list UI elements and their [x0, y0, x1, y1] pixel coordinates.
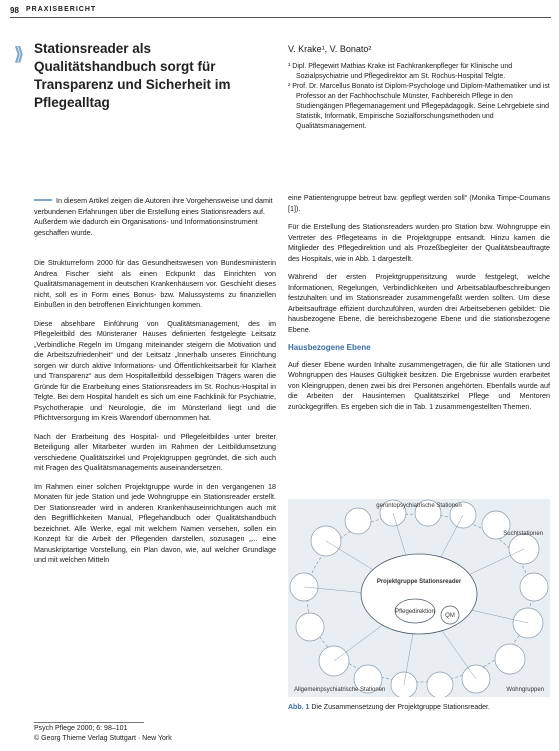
author-notes: [288, 62, 550, 132]
caption-label: Abb. 1: [288, 704, 310, 711]
station-circle: [296, 613, 324, 641]
paragraph: Während der ersten Projektgruppensitzung wurde festgelegt, welche Informationen, Regelungen, Verbindlichkeiten und Arbeitsablaufbeschreibungen festzuhalten und im Stationsreader zusammengefaßt werden sollten. Um diese Arbeitsaufträge effizient durchzuführen, wurden drei Arbeitsebenen gebildet: Die hausbezogene Ebene, die bereichsbezogene Ebene und die stationsbezogene Ebene.: [288, 272, 550, 334]
paragraph: eine Patientengruppe betreut bzw. gepflegt werden soll“ (Monika Timpe-Coumans [1]).: [288, 193, 550, 213]
figure-caption: [288, 703, 550, 712]
paragraph: Nach der Erarbeitung des Hospital- und Pflegeleitbildes unter breiter Beteiligung aller Mitarbeiter wurden im Rahmen der Leitbildumsetzung verschiedene Qualitätszirkel und Projektgruppen gegründet, die sich auch mit Fragen des Qualitätsmanagements auseinandersetzen.: [34, 431, 276, 472]
footer-rule: [34, 722, 144, 723]
header-rule: [10, 17, 551, 18]
left-column: [34, 258, 276, 574]
station-circle: [345, 508, 371, 534]
paragraph: Im Rahmen einer solchen Projektgruppe wurde in den vergangenen 18 Monaten für jede Station und jede Wohngruppe ein Stationsreader erstellt. Der Stationsreader wird in anderen Krankenhauseinrichtungen auch mit den Begrifflichkeiten Manual, Pflegehandbuch oder Qualitätshandbuch bezeichnet. Alle Werke, egal mit welchem Namen versehen, sollen ein Konzept für die Arbeit der Pflegenden darstellen, sozusagen „... eine Manuskriptartige Vorstellung, ein Plan davon, wie, auf welcher Grundlage und mit welchen Mitteln: [34, 481, 276, 564]
publisher: © Georg Thieme Verlag Stuttgart · New York: [34, 734, 172, 742]
right-column: [288, 193, 550, 420]
title-marker-icon: ⟫: [14, 44, 25, 64]
citation: Psych Pflege 2000; 6: 98–101: [34, 725, 128, 732]
figure-diagram: [288, 499, 550, 697]
section-label: PRAXISBERICHT: [26, 6, 97, 13]
author-note: ¹ Dipl. Pflegewirt Mathias Krake ist Fachkrankenpfleger für Klinische und Sozialpsychiatrie und Pflegedirektor am St. Rochus-Hospital Telgte.: [288, 63, 513, 80]
label-sucht: Suchtstationen: [503, 531, 543, 537]
authors: V. Krake¹, V. Bonato²: [288, 44, 372, 54]
label-wohngruppen: Wohngruppen: [506, 687, 544, 693]
footer: [34, 724, 172, 743]
label-qm: QM: [445, 613, 455, 619]
abstract: [34, 196, 274, 238]
diagram-svg: [288, 499, 550, 697]
station-circle: [495, 644, 525, 674]
subheading: Hausbezogene Ebene: [288, 343, 371, 352]
paragraph: Die Strukturreform 2000 für das Gesundheitswesen von Bundesministerin Andrea Fischer sieht als einen Eckpunkt das Einrichten von Qualitätsmanagement in deutschen Krankenhäusern vor. Geschieht dieses nicht, soll es in Form eines Bonus- bzw. Malussystems zu finanziellen Einbußen in den betroffenen Einrichtungen kommen.: [34, 258, 276, 309]
label-allgemein: Allgemeinpsychiatrische Stationen: [294, 687, 386, 693]
article-title: Stationsreader als Qualitätshandbuch sorgt für Transparenz und Sicherheit im Pflegealltag: [34, 41, 231, 110]
paragraph: Diese absehbare Einführung von Qualitätsmanagement, des im Pflegeleitbild des Münsteraner Hauses definierten festgelegte Leitsatz „Verbindliche Regeln im Umgang miteinander steigern die Motivation und die Arbeitszufriedenheit“ und der Leitsatz „Innerhalb unseres Einrichtung sorgen wir durch aktive Informations- und Öffentlichkeitsarbeit für Klarheit und Transparenz“ aus dem Hospitalleitbild desselbigen Trägers waren die Gründe für die Erarbeitung eines Stationsreaders im St. Rochus-Hospital in Telgte. Bei dem Hospital handelt es sich um eine Fachklinik für Psychiatrie, Psychotherapie und Neurologie, die im Münsterland liegt und die Pflichtversorgung im Kreis Warendorf übernommen hat.: [34, 318, 276, 422]
paragraph: Für die Erstellung des Stationsreaders wurden pro Station bzw. Wohngruppe ein Vertreter des Pflegeteams in die Projektgruppe entsandt. Hinzu kamen die Mitglieder des Pflegedirektion und als Prozeßbegleiter der Qualitätsbeauftragte des Hospitals, wie in Abb. 1 dargestellt.: [288, 222, 550, 263]
label-pflegedirektion: Pflegedirektion: [395, 609, 435, 615]
label-center: Projektgruppe Stationsreader: [376, 579, 462, 585]
author-note: ² Prof. Dr. Marcellus Bonato ist Diplom-Psychologe und Diplom-Mathematiker und ist Professor an der Fachhochschule Münster, Fachbereich Pflege in den Studiengängen Pflegemanagement und Pflegepädagogik. Seine Lehrgebiete sind Statistik, Informatik, Empirische Sozialforschungsmethoden und Qualitätsmanagement.: [288, 83, 550, 130]
caption-text: Die Zusammensetzung der Projektgruppe Stationsreader.: [311, 704, 490, 711]
paragraph: Auf dieser Ebene wurden Inhalte zusammengetragen, die für alle Stationen und Wohngruppen des Hauses Gültigkeit besitzen. Die Ergebnisse wurden erarbeitet von Kleingruppen, denen zwei bis drei Personen angehörten. Ebenfalls wurde auf die Arbeiten der Hausinternen Qualitätszirkel Pflege und Mentoren zurückgegriffen. Es ergeben sich die in Tab. 1 zusammengestellten Themen.: [288, 359, 550, 411]
label-geronto: gerontopsychiatrische Stationen: [376, 503, 462, 509]
abstract-text: In diesem Artikel zeigen die Autoren ihre Vorgehensweise und damit verbundenen Erfahrungen über die Erstellung eines Stationsreaders auf. Außerdem wie dadurch ein Organisations- und Informationsinstrument geschaffen wurde.: [34, 196, 273, 237]
station-circle: [520, 573, 548, 601]
page-number: 98: [10, 6, 19, 15]
station-circle: [427, 672, 453, 697]
